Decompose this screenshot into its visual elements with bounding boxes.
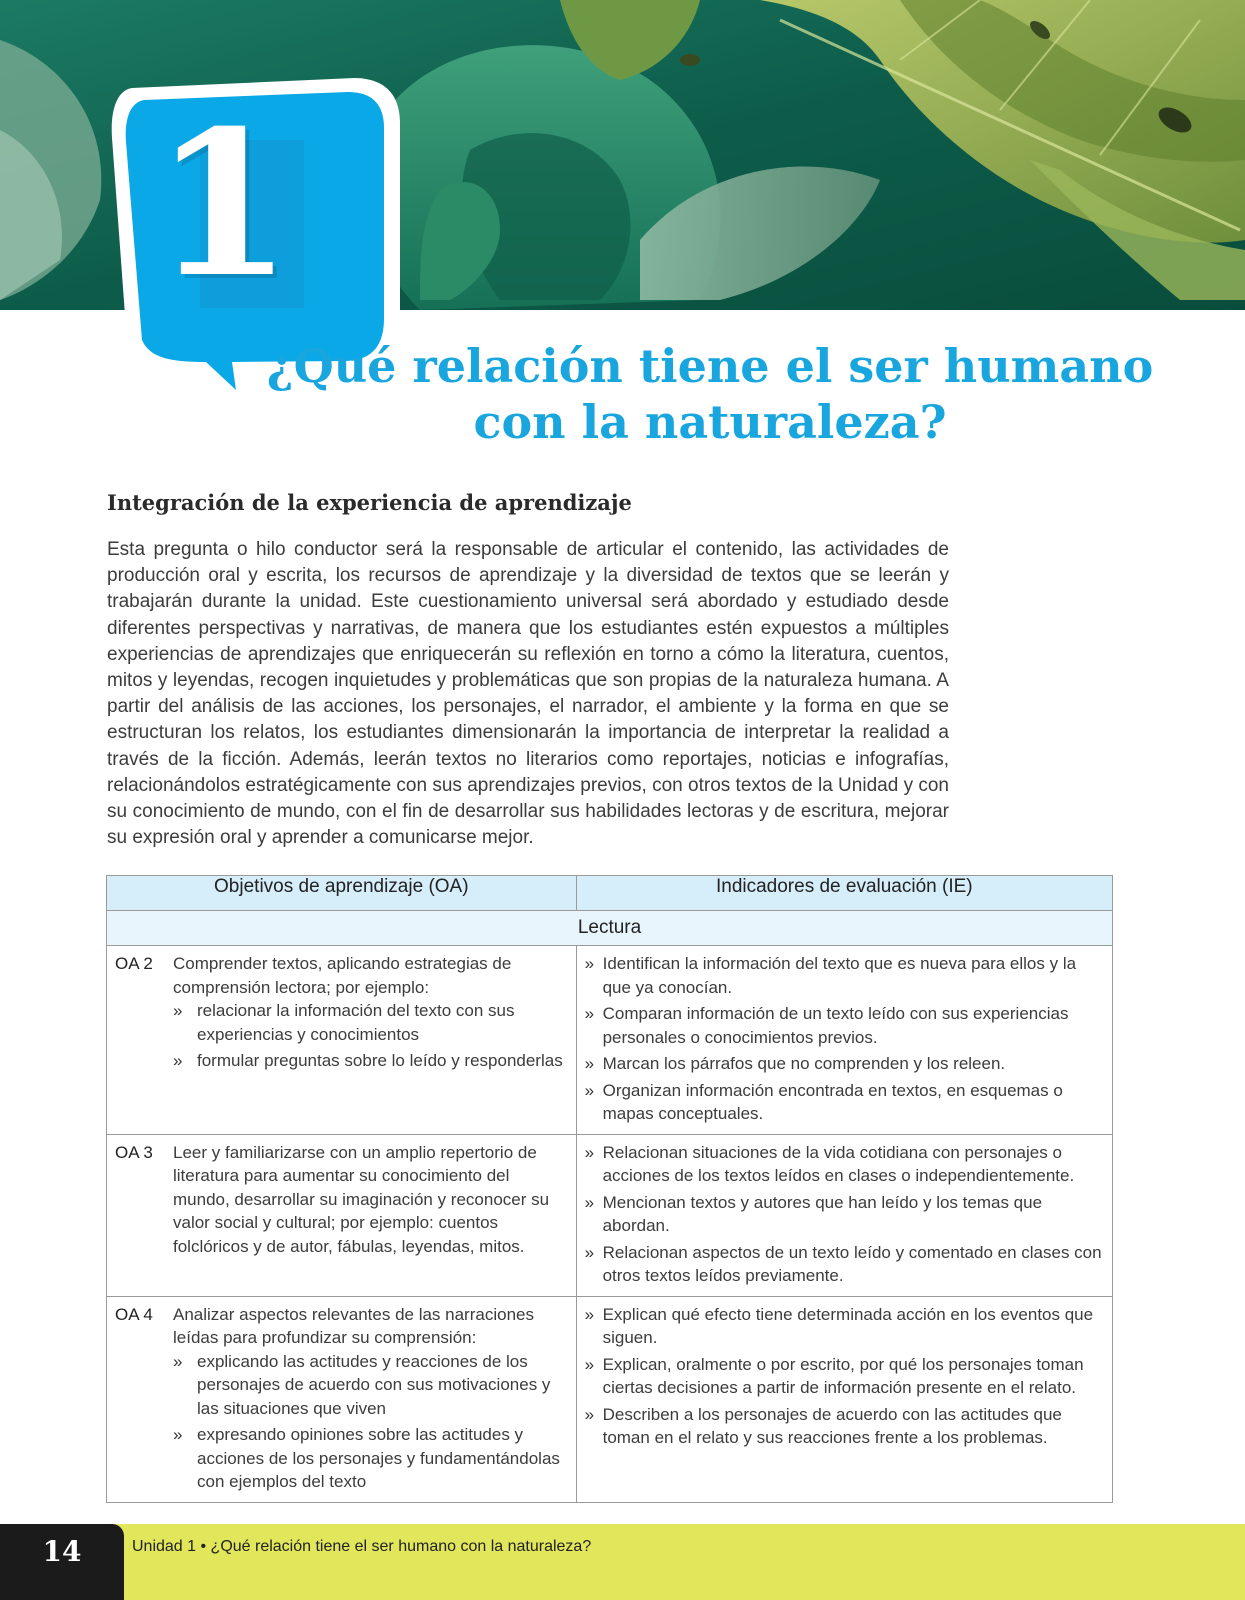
oa-text: Analizar aspectos relevantes de las narraciones leídas para profundizar su comprensión: <box>173 1304 534 1347</box>
list-item: » formular preguntas sobre lo leído y responderlas <box>173 1049 568 1073</box>
running-title: Unidad 1 • ¿Qué relación tiene el ser humano con la naturaleza? <box>132 1538 592 1555</box>
table-row <box>107 1296 1113 1502</box>
list-item: » Marcan los párrafos que no comprenden y los releen. <box>585 1052 1106 1076</box>
indicator-list <box>585 1141 1106 1288</box>
list-item: » Mencionan textos y autores que han leído y los temas que abordan. <box>585 1191 1106 1238</box>
oa-sub-list <box>173 1350 568 1494</box>
oa-code: OA 4 <box>115 1304 153 1324</box>
list-item: » relacionar la información del texto con sus experiencias y conocimientos <box>173 999 568 1046</box>
oa-code: OA 3 <box>115 1142 153 1162</box>
list-item: » Organizan información encontrada en textos, en esquemas o mapas conceptuales. <box>585 1079 1106 1126</box>
section-row <box>107 911 1113 946</box>
oa-code: OA 2 <box>115 954 153 973</box>
ie-cell <box>576 1296 1112 1502</box>
table-header-row <box>107 876 1113 911</box>
page-number: 14 <box>42 1535 82 1568</box>
title-line-1: ¿Qué relación tiene el ser humano <box>266 339 1154 393</box>
ie-cell <box>576 946 1112 1135</box>
oa-cell <box>107 1296 577 1502</box>
section-heading: Integración de la experiencia de aprendizaje <box>107 490 632 515</box>
header-oa: Objetivos de aprendizaje (OA) <box>107 876 577 911</box>
list-item: » Describen a los personajes de acuerdo con las actitudes que toman en el relato y sus reacciones frente a los problemas. <box>585 1403 1106 1450</box>
title-line-2: con la naturaleza? <box>473 395 947 449</box>
oa-cell <box>107 1134 577 1296</box>
list-item: » explicando las actitudes y reacciones de los personajes de acuerdo con sus motivaciones y las situaciones que viven <box>173 1350 568 1421</box>
unit-number: 1 <box>153 87 293 322</box>
indicator-list <box>585 952 1106 1126</box>
objectives-table <box>106 875 1113 1503</box>
table-row <box>107 946 1113 1135</box>
list-item: » Identifican la información del texto que es nueva para ellos y la que ya conocían. <box>585 952 1106 999</box>
page-title <box>250 338 1170 450</box>
ie-cell <box>576 1134 1112 1296</box>
header-ie: Indicadores de evaluación (IE) <box>576 876 1112 911</box>
intro-paragraph: Esta pregunta o hilo conductor será la responsable de articular el contenido, las actividades de producción oral y escrita, los recursos de aprendizaje y la diversidad de textos que se leerán y trabajarán durante la unidad. Este cuestionamiento universal será abordado y estudiado desde diferentes perspectivas y narrativas, de manera que los estudiantes estén expuestos a múltiples experiencias de aprendizajes que enriquecerán su reflexión en torno a cómo la literatura, cuentos, mitos y leyendas, recogen inquietudes y problemáticas que son propias de la naturaleza humana. A partir del análisis de las acciones, los personajes, el narrador, el ambiente y la forma en que se estructuran los relatos, los estudiantes dimensionarán la importancia de interpretar la realidad a través de la ficción. Además, leerán textos no literarios como reportajes, noticias e infografías, relacionándolos estratégicamente con sus aprendizajes previos, con otros textos de la Unidad y con su conocimiento de mundo, con el fin de desarrollar sus habilidades lectoras y de escritura, mejorar su expresión oral y aprender a comunicarse mejor. <box>107 539 949 849</box>
section-label-lectura: Lectura <box>107 911 1113 946</box>
list-item: » Relacionan aspectos de un texto leído y comentado en clases con otros textos leídos previamente. <box>585 1241 1106 1288</box>
oa-cell <box>107 946 577 1135</box>
list-item: » Comparan información de un texto leído con sus experiencias personales o conocimientos previos. <box>585 1002 1106 1049</box>
list-item: » Explican, oralmente o por escrito, por qué los personajes toman ciertas decisiones a partir de información presente en el relato. <box>585 1353 1106 1400</box>
oa-sub-list <box>173 999 568 1073</box>
table-row <box>107 1134 1113 1296</box>
list-item: » expresando opiniones sobre las actitudes y acciones de los personajes y fundamentándolas con ejemplos del texto <box>173 1423 568 1494</box>
oa-text: Comprender textos, aplicando estrategias de comprensión lectora; por ejemplo: <box>173 954 512 997</box>
list-item: » Relacionan situaciones de la vida cotidiana con personajes o acciones de los textos leídos en clases o independientemente. <box>585 1141 1106 1188</box>
oa-text: Leer y familiarizarse con un amplio repertorio de literatura para aumentar su conocimiento del mundo, desarrollar su imaginación y reconocer su valor social y cultural; por ejemplo: cuentos folclóricos y de autor, fábulas, leyendas, mitos. <box>173 1142 550 1256</box>
list-item: » Explican qué efecto tiene determinada acción en los eventos que siguen. <box>585 1303 1106 1350</box>
indicator-list <box>585 1303 1106 1450</box>
